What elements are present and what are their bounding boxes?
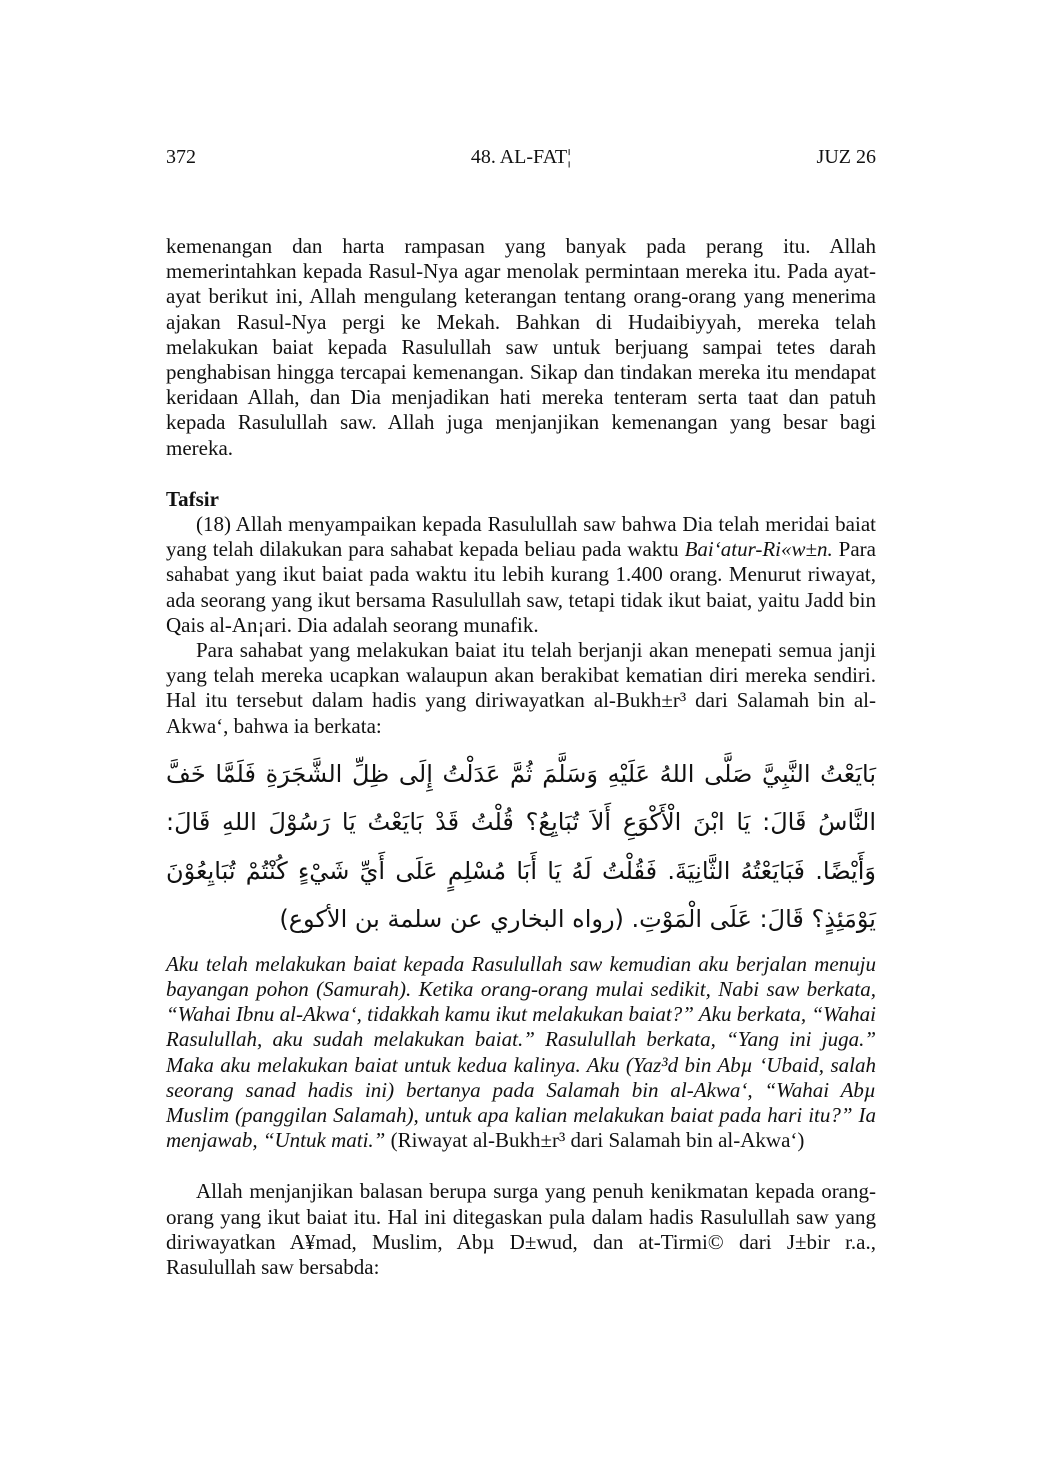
translation-source: (Riwayat al-Bukh±r³ dari Salamah bin al-Akwa‘)	[385, 1128, 805, 1153]
section-heading-tafsir: Tafsir	[166, 486, 219, 511]
tafsir-p1-italic-term: Bai‘atur-Ri«w±n.	[684, 537, 833, 562]
translation-italic-text: Aku telah melakukan baiat kepada Rasulullah saw kemudian aku berjalan menuju bayangan pohon (Samurah). Ketika orang-orang mulai sedikit, Nabi saw berkata, “Wahai Ibnu al-Akwa‘, tidakkah kamu ikut melakukan baiat?” Aku berkata, “Wahai Rasulullah, aku sudah melakukan baiat.” Rasulullah berkata, “Yang ini juga.” Maka aku melakukan baiat untuk kedua kalinya. Aku (Yaz³d bin Abµ ‘Ubaid, salah seorang sanad hadis ini) bertanya pada Salamah bin al-Akwa‘, “Wahai Abµ Muslim (panggilan Salamah), untuk apa kalian melakukan baiat pada hari itu?” Ia menjawab, “Untuk mati.”	[166, 951, 876, 1153]
closing-paragraph: Allah menjanjikan balasan berupa surga yang penuh kenikmatan kepada orang-orang yang ikut baiat itu. Hal ini ditegaskan pula dalam hadis Rasulullah saw yang diriwayatkan A¥mad, Muslim, Abµ D±wud, dan at-Tirmi© dari J±bir r.a., Rasulullah saw bersabda:	[166, 1179, 876, 1280]
page-number: 372	[166, 146, 196, 168]
hadith-translation	[166, 952, 876, 1154]
intro-paragraph: kemenangan dan harta rampasan yang banyak pada perang itu. Allah memerintahkan kepada Rasul-Nya agar menolak permintaan mereka itu. Pada ayat-ayat berikut ini, Allah mengulang keterangan tentang orang-orang yang menerima ajakan Rasul-Nya pergi ke Mekah. Bahkan di Hudaibiyyah, mereka telah melakukan baiat kepada Rasulullah saw untuk berjuang sampai tetes darah penghabisan hingga tercapai kemenangan. Sikap dan tindakan mereka itu mendapat keridaan Allah, dan Dia menjadikan hati mereka tenteram serta taat dan patuh kepada Rasulullah saw. Allah juga menjanjikan kemenangan yang besar bagi mereka.	[166, 234, 876, 460]
running-title: 48. AL-FAT¦	[470, 146, 572, 168]
tafsir-paragraph-1	[166, 512, 876, 638]
juz-label: JUZ 26	[816, 146, 876, 168]
tafsir-p1-text-after: Para sahabat yang ikut baiat pada waktu itu lebih kurang 1.400 orang. Menurut riwayat, ada seorang yang ikut bersama Rasulullah saw, tetapi tidak ikut baiat, yaitu Jadd bin Qais al-An¡ari. Dia adalah seorang munafik.	[166, 537, 876, 637]
arabic-hadith-text: بَايَعْتُ النَّبِيَّ صَلَّى اللهُ عَلَيْهِ وَسَلَّمَ ثُمَّ عَدَلْتُ إِلَى ظِلِّ الشَّجَرَةِ فَلَمَّا خَفَّ النَّاسُ قَالَ: يَا ابْنَ الْأَكْوَعِ أَلاَ تُبَايِعُ؟ قُلْتُ قَدْ بَايَعْتُ يَا رَسُوْلَ اللهِ قَالَ: وَأَيْضًا. فَبَايَعْتُهُ الثَّانِيَةَ. فَقُلْتُ لَهُ يَا أَبَا مُسْلِمٍ عَلَى أَيِّ شَيْءٍ كُنْتُمْ تُبَايِعُوْنَ يَوْمَئِذٍ؟ قَالَ: عَلَى الْمَوْتِ. (رواه البخاري عن سلمة بن الأكوع)	[166, 759, 876, 934]
page-body	[166, 234, 876, 1280]
tafsir-p1-text-before: (18) Allah menyampaikan kepada Rasulullah saw bahwa Dia telah meridai baiat yang telah dilakukan para sahabat kepada beliau pada waktu	[166, 512, 876, 562]
tafsir-paragraph-2: Para sahabat yang melakukan baiat itu telah berjanji akan menepati semua janji yang telah mereka ucapkan walaupun akan berakibat kematian diri mereka sendiri. Hal itu tersebut dalam hadis yang diriwayatkan al-Bukh±r³ dari Salamah bin al-Akwa‘, bahwa ia berkata:	[166, 638, 876, 738]
page-header	[166, 146, 876, 174]
